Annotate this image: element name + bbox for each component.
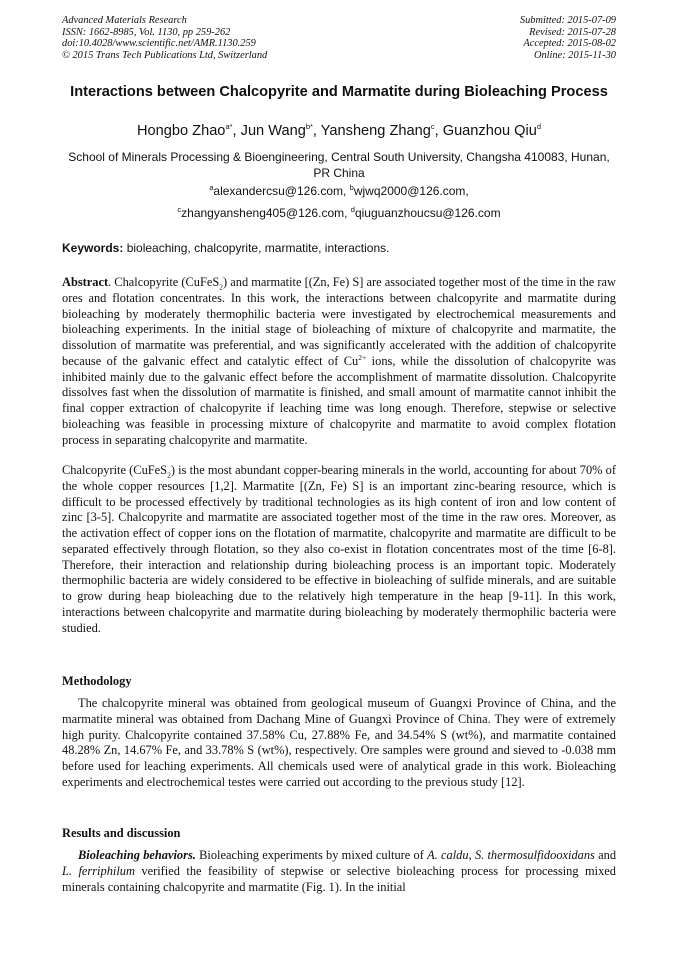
intro-text: ) is the most abundant copper-bearing minerals in the world, accounting for about 70% of the whole copper resources [1,2]. Marmatite [(Zn, Fe) S] is an important zinc-bearing resource, which is difficult to be processed effectively by traditional technologies as its high content of iron and low content of zinc [3-5]. Chalcopyrite and marmatite are associated together most of the time in the raw ores. Moreover, as the activation effect of copper ions on the flotation of marmatite, chalcopyrite and marmatite are difficult to be separated effectively through flotation, so they also co-exist in flotation concentrates most of the time [6-8]. Therefore, their interaction and relationship during bioleaching process is an important topic. Moderately thermophilic bacteria are widely considered to be effective in bioleaching of sulfide minerals, and are suitable to grow during heap bioleaching due to the relatively high temperature in the heap [9-11]. In this work, interactions between chalcopyrite and marmatite during bioleaching by moderately thermophilic bacteria were studied. — [62, 463, 616, 635]
journal-doi: doi:10.4028/www.scientific.net/AMR.1130.259 — [62, 38, 256, 50]
author-separator: , — [434, 123, 443, 139]
email-d[interactable]: qiuguanzhoucsu@126.com — [354, 206, 501, 220]
abstract-text: . Chalcopyrite (CuFeS — [108, 275, 220, 289]
results-text: Bioleaching experiments by mixed culture of — [195, 848, 428, 862]
subscript: 2 — [219, 282, 224, 292]
subsection-heading: Bioleaching behaviors. — [78, 848, 196, 862]
email-mark: b — [349, 183, 354, 192]
results-text: and — [594, 848, 617, 862]
superscript: 2+ — [358, 352, 367, 362]
date-revised: Revised: 2015-07-28 — [529, 26, 616, 38]
species-name: A. caldu — [427, 848, 469, 862]
species-name: S. thermosulfidooxidans — [474, 848, 595, 862]
author-name: Hongbo Zhao — [136, 123, 226, 139]
methodology-paragraph — [62, 696, 616, 791]
affiliation: School of Minerals Processing & Bioengineering, Central South University, Changsha 410083, Hunan, PR China — [68, 150, 610, 180]
author-name: Yansheng Zhang — [320, 123, 431, 139]
email-line-1 — [62, 184, 616, 199]
author-list — [62, 122, 616, 140]
email-mark: c — [177, 205, 182, 214]
abstract-text: ions, while the dissolution of chalcopyrite was inhibited mainly due to the galvanic effect before the accomplishment of marmatite dissolution. Chalcopyrite dissolves fast when the dissolution of marmatite is finished, and small amount of marmatite cannot inhibit the final copper extraction of chalcopyrite if leaching time was long enough. Therefore, stepwise or selective bioleaching was feasible in processing mixture of chalcopyrite and marmatite to avoid complex flotation process in separating chalcopyrite and marmatite. — [62, 353, 616, 447]
author-affil-mark: c — [430, 122, 435, 132]
keywords — [62, 241, 616, 256]
keywords-label: Keywords: — [62, 241, 124, 255]
abstract-label: Abstract — [62, 275, 109, 289]
section-heading-results: Results and discussion — [62, 826, 181, 840]
journal-header-left — [62, 15, 267, 61]
subscript: 2 — [167, 470, 171, 480]
abstract-text: ) and marmatite [(Zn, Fe) S] are associated together most of the time in the raw ores and flotation concentrates. In this work, the interactions between chalcopyrite and marmatite during bioleaching by moderately thermophilic bacteria were investigated by electrochemical measurements and bioleaching experiments. In the initial stage of bioleaching of mixture of chalcopyrite and marmatite, the dissolution of marmatite was preferential, and was significantly accelerated with the addition of chalcopyrite because of the galvanic effect and catalytic effect of Cu — [62, 275, 616, 368]
date-submitted: Submitted: 2015-07-09 — [519, 15, 616, 26]
author-name: Jun Wang — [240, 123, 306, 139]
author-separator: , — [232, 123, 241, 139]
email-c[interactable]: zhangyansheng405@126.com, — [181, 206, 348, 220]
author-separator: , — [312, 123, 321, 139]
author-name: Guanzhou Qiu — [442, 123, 537, 139]
results-paragraph — [62, 848, 616, 895]
author-affil-mark: a* — [225, 122, 233, 132]
email-line-2 — [62, 206, 616, 221]
email-mark: a — [209, 183, 214, 192]
author-affil-mark: d — [536, 122, 542, 132]
methodology-text: The chalcopyrite mineral was obtained from geological museum of Guangxi Province of China, and the marmatite mineral was obtained from Dachang Mine of Guangxi Province of China. They were of extremely high purity. Chalcopyrite contained 37.58% Cu, 27.88% Fe, and 34.54% S (wt%), and marmatite contained 48.28% Zn, 14.67% Fe, and 33.78% S (wt%), respectively. Ore samples were ground and sieved to -0.038 mm before used for leaching experiments. All chemicals used were of analytical grade in this work. Bioleaching experiments and electrochemical testes were carried out according to the previous study [12]. — [62, 696, 616, 789]
email-b[interactable]: wjwq2000@126.com, — [353, 184, 469, 198]
section-heading-methodology: Methodology — [62, 674, 132, 688]
date-online: Online: 2015-11-30 — [533, 49, 616, 61]
email-a[interactable]: alexandercsu@126.com, — [213, 184, 347, 198]
journal-copyright: © 2015 Trans Tech Publications Ltd, Switzerland — [62, 49, 268, 61]
species-name: L. ferriphilum — [62, 863, 135, 878]
email-mark: d — [350, 205, 355, 214]
keywords-text: bioleaching, chalcopyrite, marmatite, interactions. — [123, 241, 390, 255]
date-accepted: Accepted: 2015-08-02 — [523, 38, 616, 50]
author-affil-mark: b* — [305, 122, 313, 132]
intro-text: Chalcopyrite (CuFeS — [62, 463, 168, 477]
abstract — [62, 275, 616, 448]
journal-issn: ISSN: 1662-8985, Vol. 1130, pp 259-262 — [62, 26, 231, 38]
introduction — [62, 463, 616, 636]
results-text: verified the feasibility of stepwise or selective bioleaching process for processing mixed minerals containing chalcopyrite and marmatite (Fig. 1). In the initial — [62, 863, 616, 894]
paper-title: Interactions between Chalcopyrite and Marmatite during Bioleaching Process — [70, 84, 608, 100]
journal-header-right — [520, 15, 616, 61]
journal-name: Advanced Materials Research — [62, 15, 187, 26]
results-text: , — [468, 848, 475, 862]
